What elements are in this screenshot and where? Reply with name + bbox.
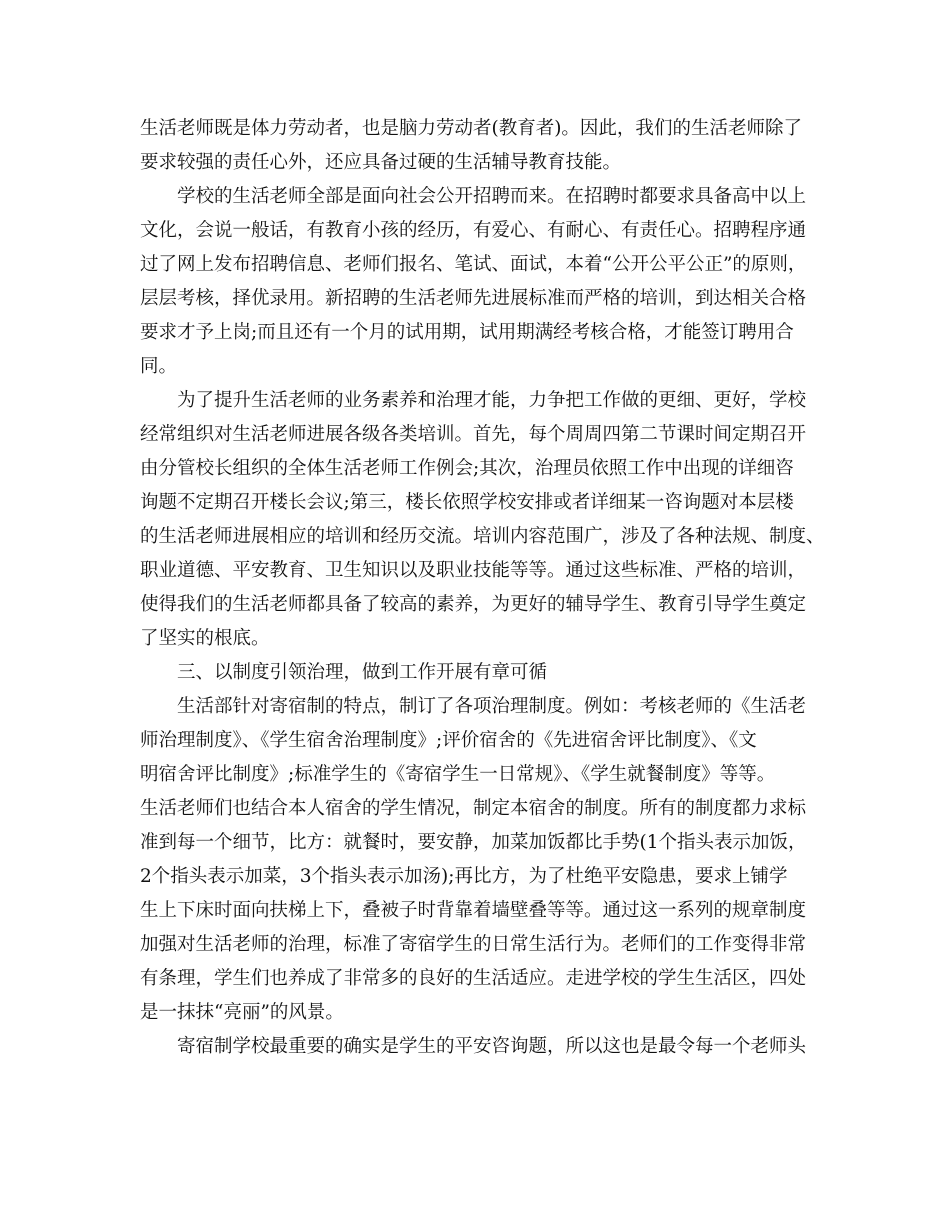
text-line: 是一抹抹“亮丽”的风景。 (140, 1002, 344, 1023)
text-line: 使得我们的生活老师都具备了较高的素养，为更好的辅导学生、教育引导学生奠定 (140, 594, 807, 615)
text-line: 同。 (140, 356, 178, 377)
text-line: 有条理，学生们也养成了非常多的良好的生活适应。走进学校的学生生活区，四处 (140, 968, 807, 989)
text-line: 加强对生活老师的治理，标准了寄宿学生的日常生活行为。老师们的工作变得非常 (140, 934, 807, 955)
text-line: 文化，会说一般话，有教育小孩的经历，有爱心、有耐心、有责任心。招聘程序通 (140, 220, 807, 241)
body-text (140, 112, 830, 1064)
text-line: 职业道德、平安教育、卫生知识以及职业技能等等。通过这些标准、严格的培训， (140, 560, 807, 581)
text-line: 为了提升生活老师的业务素养和治理才能，力争把工作做的更细、更好，学校 (177, 390, 807, 411)
text-line: 层层考核，择优录用。新招聘的生活老师先进展标准而严格的培训，到达相关合格 (140, 288, 807, 309)
text-line: 生活老师既是体力劳动者，也是脑力劳动者(教育者)。因此，我们的生活老师除了 (140, 118, 802, 139)
text-line: 准到每一个细节，比方：就餐时，要安静，加菜加饭都比手势(1个指头表示加饭， (140, 832, 807, 853)
text-line: 师治理制度》、《学生宿舍治理制度》;评价宿舍的《先进宿舍评比制度》、《文 (140, 730, 757, 751)
text-line: 要求较强的责任心外，还应具备过硬的生活辅导教育技能。 (140, 152, 622, 173)
text-line: 生活老师们也结合本人宿舍的学生情况，制定本宿舍的制度。所有的制度都力求标 (140, 798, 807, 819)
text-line: 要求才予上岗;而且还有一个月的试用期，试用期满经考核合格，才能签订聘用合 (140, 322, 794, 343)
text-line: 了坚实的根底。 (140, 628, 270, 649)
text-line: 经常组织对生活老师进展各级各类培训。首先，每个周周四第二节课时间定期召开 (140, 424, 807, 445)
text-line: 的生活老师进展相应的培训和经历交流。培训内容范围广，涉及了各种法规、制度、 (140, 526, 825, 547)
text-line: 生上下床时面向扶梯上下，叠被子时背靠着墙壁叠等等。通过这一系列的规章制度 (140, 900, 807, 921)
text-line: 三、以制度引领治理，做到工作开展有章可循 (177, 662, 548, 683)
text-line: 询题不定期召开楼长会议;第三，楼长依照学校安排或者详细某一咨询题对本层楼 (140, 492, 794, 513)
text-line: 过了网上发布招聘信息、老师们报名、笔试、面试，本着“公开公平公正”的原则， (140, 254, 807, 275)
text-line: 由分管校长组织的全体生活老师工作例会;其次，治理员依照工作中出现的详细咨 (140, 458, 794, 479)
text-line: 生活部针对寄宿制的特点，制订了各项治理制度。例如：考核老师的《生活老 (177, 696, 807, 717)
text-line: 明宿舍评比制度》;标准学生的《寄宿学生一日常规》、《学生就餐制度》等等。 (140, 764, 776, 785)
text-line: 2个指头表示加菜，3个指头表示加汤);再比方，为了杜绝平安隐患，要求上铺学 (140, 866, 788, 887)
text-line: 寄宿制学校最重要的确实是学生的平安咨询题，所以这也是最令每一个老师头 (177, 1036, 807, 1057)
text-line: 学校的生活老师全部是面向社会公开招聘而来。在招聘时都要求具备高中以上 (177, 186, 807, 207)
